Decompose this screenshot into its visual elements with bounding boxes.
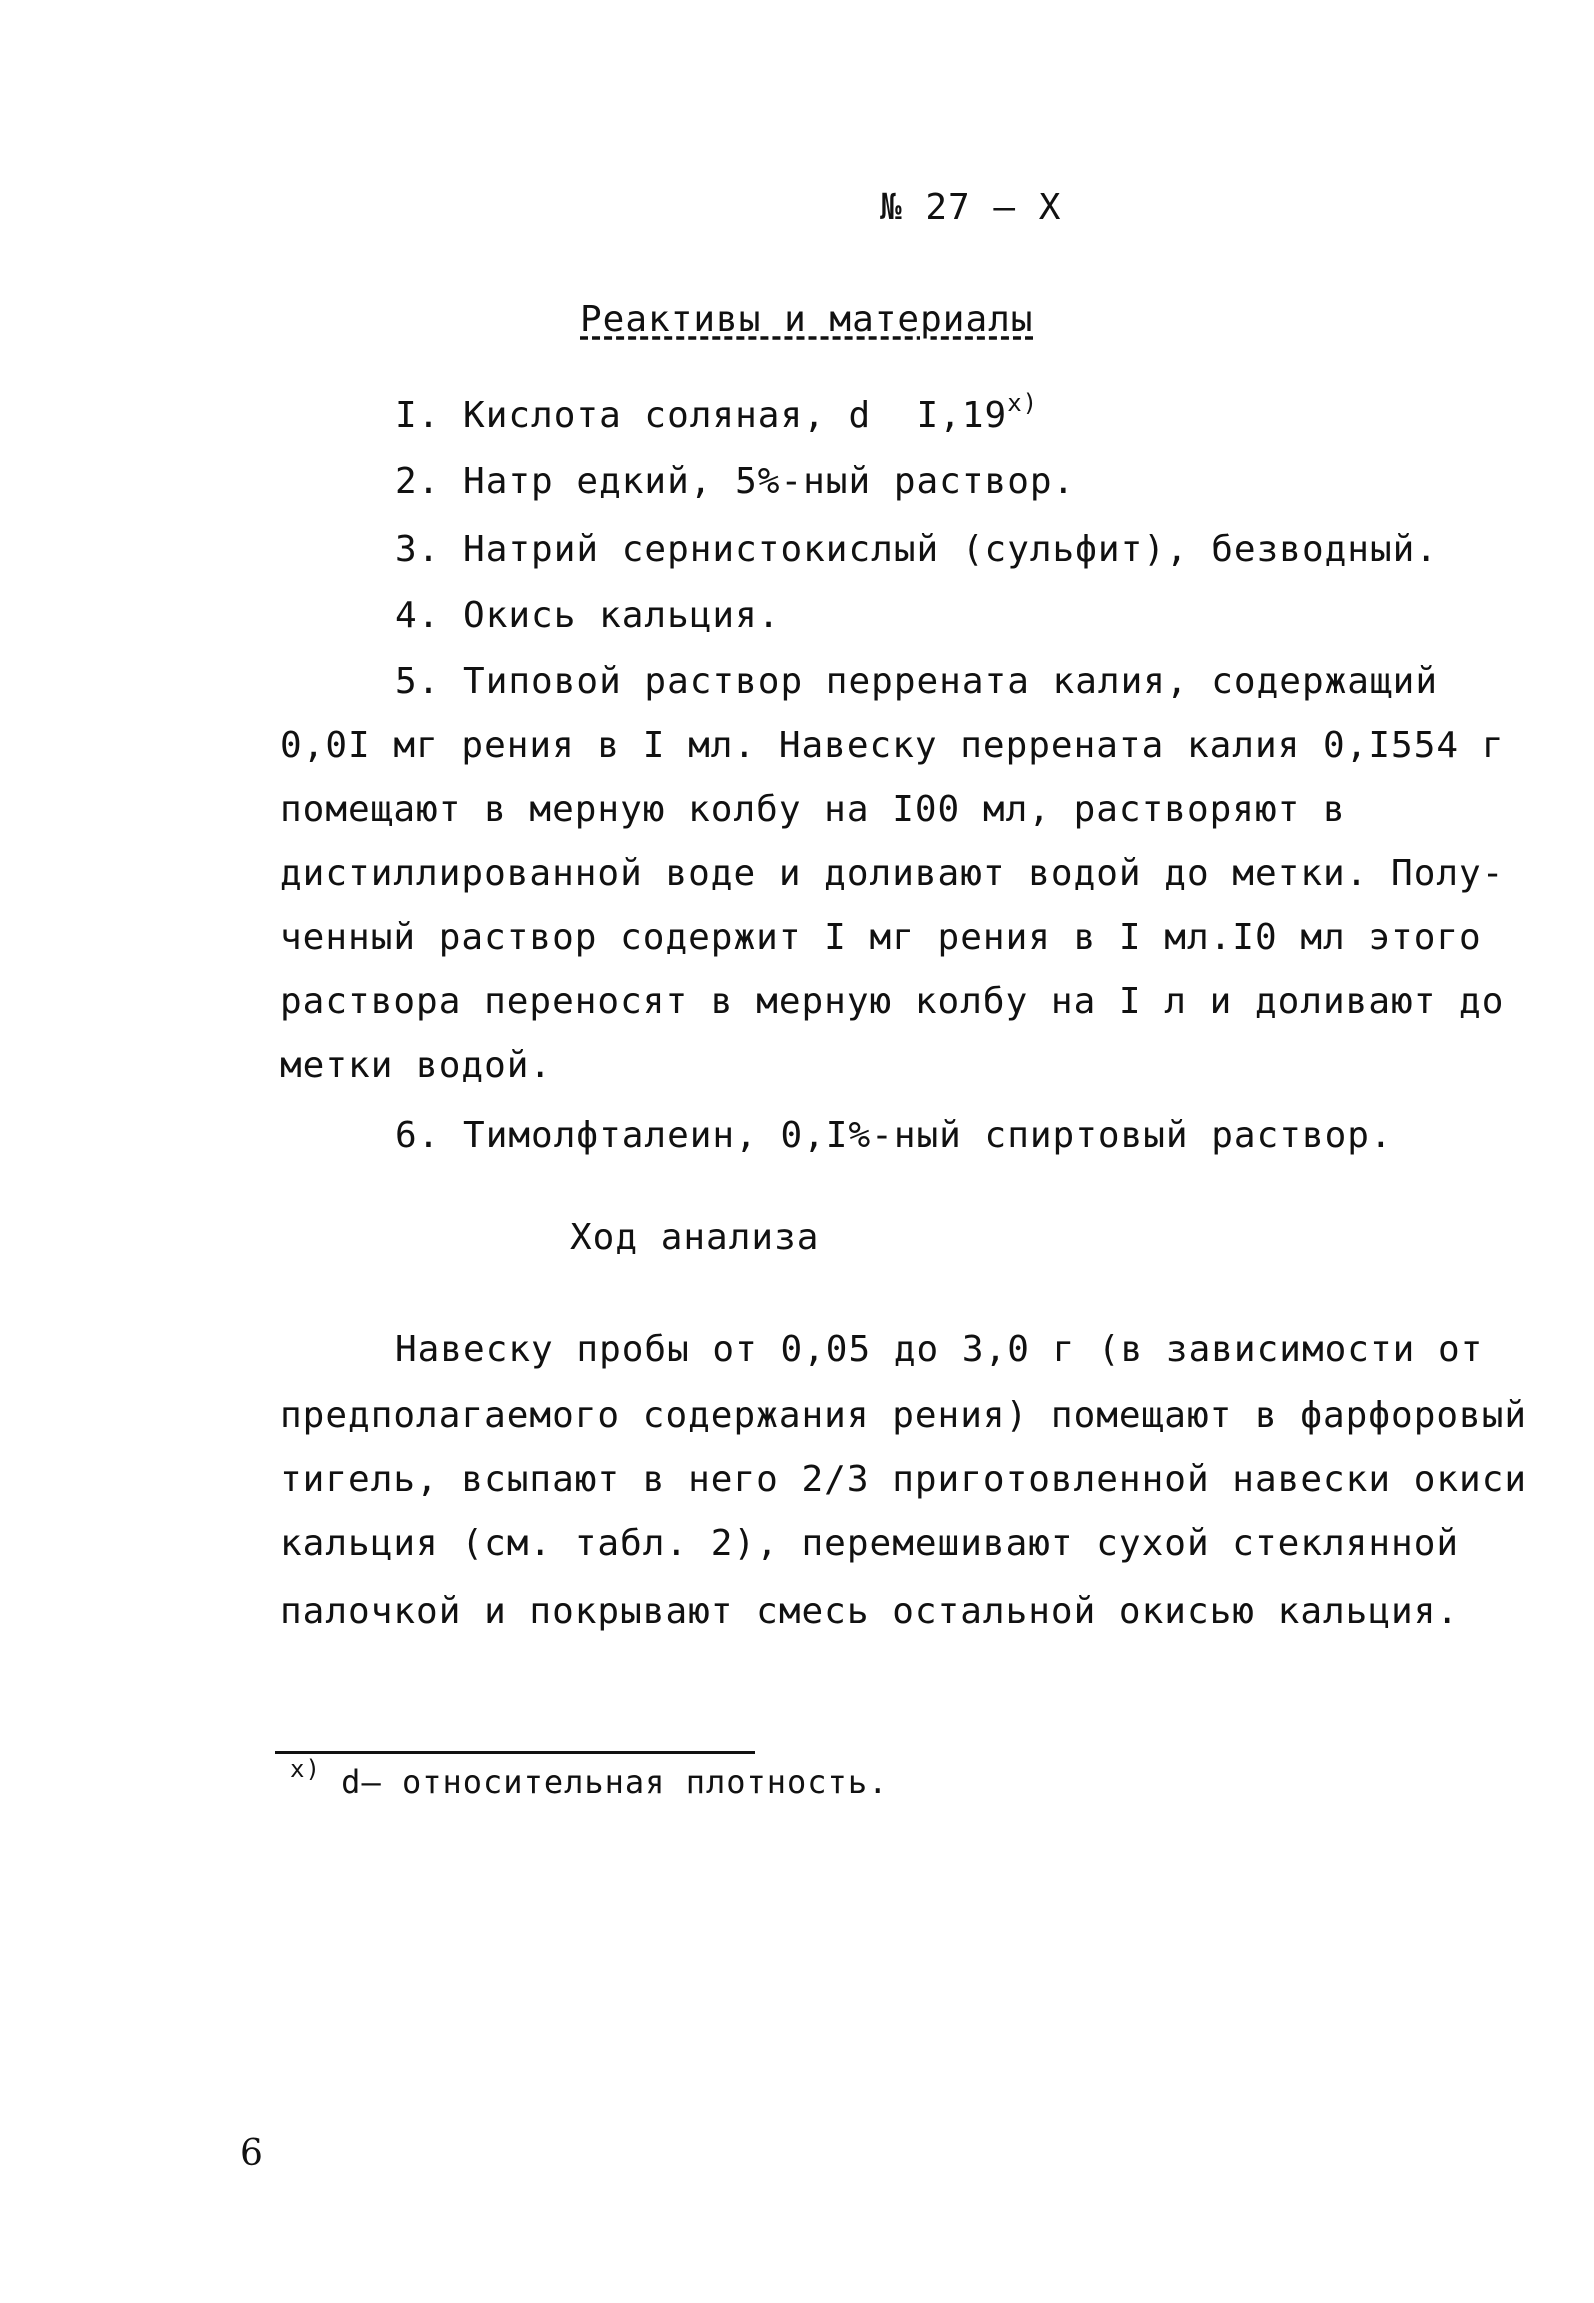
reagent-item-3: 3. Натрий сернистокислый (сульфит), безводный.: [395, 529, 1438, 570]
reagent-item-5-line: метки водой.: [280, 1045, 553, 1086]
reagent-item-1-text: I. Кислота соляная, d I,19: [395, 395, 1008, 436]
footnote-marker: x): [290, 1755, 321, 1783]
footnote: [290, 1755, 889, 1807]
page-number: 6: [240, 2133, 264, 2174]
reagent-item-1: [395, 389, 1039, 441]
analysis-section-title: Ход анализа: [570, 1217, 820, 1258]
reagent-item-5-line: 5. Типовой раствор перрената калия, содержащий: [395, 661, 1438, 702]
footnote-divider: [275, 1751, 755, 1754]
analysis-line: Навеску пробы от 0,05 до 3,0 г (в зависимости от: [395, 1329, 1484, 1370]
analysis-line: кальция (см. табл. 2), перемешивают сухой стеклянной: [280, 1523, 1460, 1564]
reagent-item-5-line: дистиллированной воде и доливают водой до метки. Полу-: [280, 853, 1505, 894]
analysis-line: тигель, всыпают в него 2/3 приготовленной навески окиси: [280, 1459, 1528, 1500]
footnote-text: d– относительная плотность.: [320, 1763, 889, 1801]
document-number: № 27 – X: [880, 187, 1062, 228]
analysis-line: предполагаемого содержания рения) помещают в фарфоровый: [280, 1395, 1528, 1436]
reagent-item-2: 2. Натр едкий, 5%-ный раствор.: [395, 461, 1076, 502]
analysis-line: палочкой и покрывают смесь остальной окисью кальция.: [280, 1591, 1460, 1632]
reagent-item-5-line: раствора переносят в мерную колбу на I л и доливают до: [280, 981, 1505, 1022]
footnote-marker-ref: x): [1007, 389, 1039, 417]
reagent-item-5-line: ченный раствор содержит I мг рения в I мл.I0 мл этого: [280, 917, 1482, 958]
reagents-section-title: Реактивы и материалы: [580, 299, 1034, 340]
reagent-item-4: 4. Окись кальция.: [395, 595, 781, 636]
reagent-item-5-line: 0,0I мг рения в I мл. Навеску перрената калия 0,I554 г: [280, 725, 1505, 766]
reagent-item-5-line: помещают в мерную колбу на I00 мл, растворяют в: [280, 789, 1346, 830]
reagent-item-6: 6. Тимолфталеин, 0,I%-ный спиртовый раствор.: [395, 1115, 1393, 1156]
